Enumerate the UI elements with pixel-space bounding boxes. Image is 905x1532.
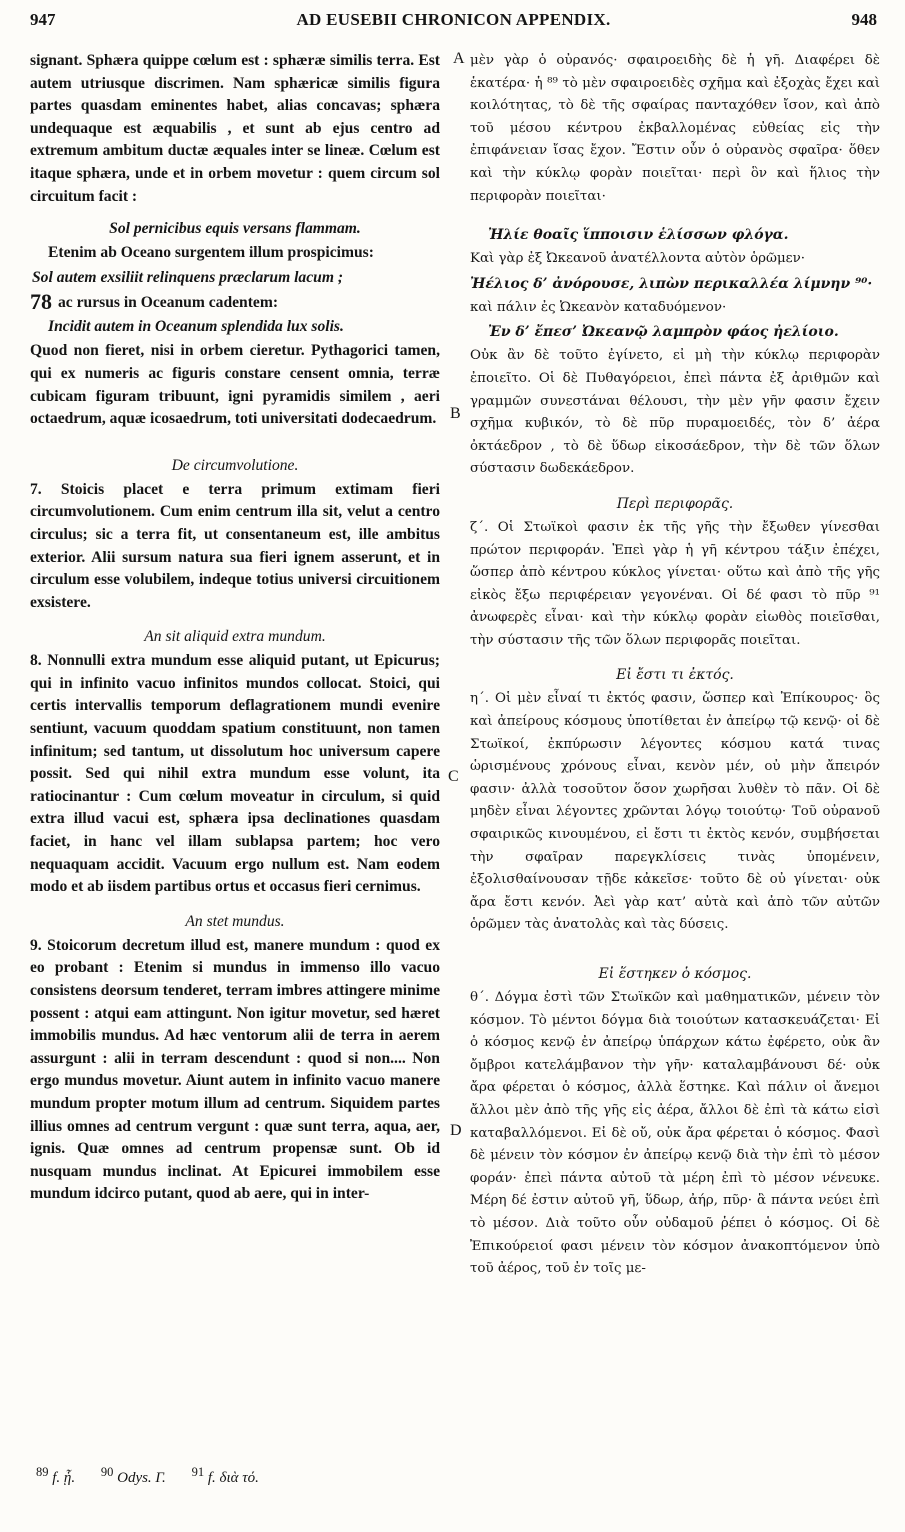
latin-paragraph: Quod non fieret, nisi in orbem cieretur. Pythagorici tamen, qui ex numeris ac figuris constare censent omnia, terræ cubicam figuram tribuunt, igni pyramidis similem , aeri octaedrum, aquæ icosaedrum, toti universitati dodecaedrum.	[30, 342, 440, 428]
section-heading: De circumvolutione.	[171, 456, 299, 474]
greek-verse: Ἠλίε θοαῖς ἵπποισιν ἑλίσσων φλόγα.	[488, 227, 789, 244]
latin-paragraph: ac rursus in Oceanum cadentem:	[58, 293, 279, 311]
latin-paragraph: 7. Stoicis placet e terra primum extimam fieri circumvolutionem. Cum enim centrum illa sit, velut a centro circulus; sic a terra fit, ut consentaneum est, ille ambitus exterior. Alii sursum natura sua fieri ignem asserunt, et in circulum esse volubilem, indeque totius universi circuitionem exsistere.	[30, 480, 440, 611]
section-heading: Εἰ ἔστι τι ἐκτός.	[616, 667, 734, 684]
greek-paragraph: καὶ πάλιν ἐς Ὠκεανὸν καταδυόμενον·	[470, 299, 727, 315]
margin-letter-b: B	[450, 405, 461, 422]
footnotes	[36, 1465, 281, 1487]
latin-column	[30, 50, 440, 1206]
greek-verse: Ἠέλιος δ’ ἀνόρουσε, λιπὼν περικαλλέα λίμνην ⁹⁰·	[470, 275, 873, 292]
greek-paragraph: μὲν γὰρ ὁ οὐρανός· σφαιροειδὴς δὲ ἡ γῆ. Διαφέρει δὲ ἑκατέρα· ἡ ⁸⁹ τὸ μὲν σφαιροειδὲς σχῆμα καὶ ἐξοχὰς ἔχει καὶ κοιλότητας, τὸ δὲ τῆς σφαίρας πανταχόθεν ἴσον, καὶ ἀπὸ τοῦ μέσου κέντρου ἐκβαλλομένας εὐθείας εἰς τὴν ἐπιφάνειαν ἴσας ἔχον. Ἔστιν οὖν ὁ οὐρανὸς σφαῖρα· ὅθεν καὶ τὴν κύκλῳ φορὰν ποιεῖται· περὶ ὃν καὶ ἥλιος τὴν περιφορὰν ποιεῖται·	[470, 53, 880, 204]
margin-letter-d: D	[450, 1122, 462, 1139]
footnote: $^{91}$ f. διὰ τό.	[191, 1465, 259, 1486]
footnote: $^{89}$ f. ᾗ.	[36, 1465, 76, 1486]
latin-verse: Incidit autem in Oceanum splendida lux solis.	[48, 318, 344, 336]
column-number: 78	[30, 288, 52, 314]
section-heading: Εἰ ἕστηκεν ὁ κόσμος.	[598, 966, 752, 982]
latin-paragraph: signant. Sphæra quippe cœlum est : sphæræ similis terra. Est autem utriusque discrimen. Nam sphæricæ similis figura partes quasdam eminentes habet, alias concavas; sphæra undequaque est æquabilis , et sunt ab ejus centro ad extremum ambitum ductæ æquales inter se lineæ. Cœlum est itaque sphæra, unde et in orbem movetur : quem circum sol circuitum facit :	[30, 52, 440, 205]
footnote: $^{90}$ Odys. Γ.	[100, 1465, 166, 1486]
section-heading: An stet mundus.	[185, 912, 285, 930]
margin-letter-c: C	[448, 768, 459, 785]
running-header	[30, 10, 877, 32]
page-number-right: 948	[851, 10, 877, 29]
page-number-left: 947	[30, 10, 56, 29]
margin-letter-a: A	[453, 50, 465, 67]
greek-paragraph: Οὐκ ἂν δὲ τοῦτο ἐγίνετο, εἰ μὴ τὴν κύκλῳ περιφορὰν ἐποιεῖτο. Οἱ δὲ Πυθαγόρειοι, ἐπεὶ πάντα ἐξ ἀριθμῶν καὶ γραμμῶν συνεστάναι θέλουσι, τὴν μὲν γῆν φασιν ἔχειν σχῆμα κυβικόν, τὸ δὲ πῦρ πυραμοειδές, τὸν δ’ ἀέρα ὀκτάεδρον , τὸ δὲ ὕδωρ εἰκοσάεδρον, τὴν δὲ τῶν ὅλων σύστασιν δωδεκάεδρον.	[470, 348, 880, 477]
latin-paragraph: 8. Nonnulli extra mundum esse aliquid putant, ut Epicurus; qui in infinito vacuo infinitos mundos collocat. Stoici, qui certis intervallis temporum deflagrationem mundi evenire sentiunt, vacuum quoddam spatium constituunt, non tamen infinitum; sed tantum, ut dissolutum hoc universum capere possit. Sed qui nihil extra mundum esse volunt, ita ratiocinantur : Cum cœlum moveatur in circulum, si quid extra illud vacui est, sphæra ipsa declinationes quasdam faciet, in hanc vel illam sublapsa partem; hoc vero nequaquam accidit. Vacuum ergo nullum est. Nam eodem modo et ab iisdem partibus ortus et occasus fieri cernimus.	[30, 652, 440, 896]
greek-paragraph: Καὶ γὰρ ἐξ Ὠκεανοῦ ἀνατέλλοντα αὐτὸν ὁρῶμεν·	[470, 251, 805, 267]
section-heading: Περὶ περιφορᾶς.	[616, 495, 734, 512]
latin-verse: Sol autem exsiliit relinquens præclarum lacum ;	[32, 268, 344, 286]
latin-paragraph: Etenim ab Oceano surgentem illum prospicimus:	[48, 244, 374, 262]
greek-paragraph: ζ΄. Οἱ Στωϊκοὶ φασιν ἐκ τῆς γῆς τὴν ἔξωθεν γίνεσθαι πρώτον περιφοράν. Ἐπεὶ γὰρ ἡ γῆ κέντρου τάξιν ἐπέχει, ὥσπερ ἀπὸ κέντρου κύκλος γίνεται· οὕτω καὶ ἀπὸ τῆς γῆς εἰκὸς ἔξω περιφέρειαν γεγονέναι. Οἱ δέ φασι τὸ πῦρ ⁹¹ ἀνωφερὲς εἶναι· καὶ τὴν κύκλῳ φορὰν εἰωθὸς ποιεῖσθαι, τὴν σύστασιν τῆς τῶν ὅλων περιφορᾶς ποιεῖται.	[470, 519, 880, 648]
running-title: AD EUSEBII CHRONICON APPENDIX.	[296, 10, 611, 29]
greek-column	[470, 50, 880, 1281]
section-heading: An sit aliquid extra mundum.	[144, 628, 326, 646]
latin-paragraph: 9. Stoicorum decretum illud est, manere mundum : quod ex eo probant : Etenim si mundus in immenso illo vacuo consistens deorsum tenderet, terram imbres attingere minime possent : atqui eam attingunt. Non igitur movetur, sed hæret immobilis mundus. Ad hæc ventorum alii de terra in aerem assurgunt : alii in terram descendunt : quod si non.... Non ergo mundus movetur. Aiunt autem in infinito vacuo manere mundum propter motum illum ad centrum. Siquidem partes illius omnes ad centrum vergunt : quæ sunt terra, aqua, aer, ignis. Quæ omnes ad centrum propensæ sunt. Ob id nusquam mundus inclinat. At Epicurei immobilem esse mundum idcirco putant, quod ab aere, qui in inter-	[30, 936, 440, 1203]
greek-paragraph: θ΄. Δόγμα ἐστὶ τῶν Στωϊκῶν καὶ μαθηματικῶν, μένειν τὸν κόσμον. Τὸ μέντοι δόγμα διὰ τοιούτων κατασκευάζεται· Εἰ ὁ κόσμος κενῷ ἐν ἀπείρῳ ὑπάρχων κάτω ἐφέρετο, οὐκ ἂν ὄμβροι κατελάμβανον τὴν γῆν· καταλαμβάνουσι δέ· οὐκ ἄρα φέρεται ὁ κόσμος, ἀλλὰ ἕστηκε. Καὶ πάλιν οἱ ἄνεμοι ἄλλοι μὲν ἀπὸ τῆς γῆς εἰς ἀέρα, ἄλλοι δὲ ἐπὶ τὰ κάτω εἰσὶ καταβαλλόμενοι. Εἰ δὲ οὔ, οὐκ ἄρα φέρεται ὁ κόσμος. Φασὶ δὲ μένειν τὸν κόσμον ἐν ἀπείρῳ κενῷ διὰ τὴν ἐπὶ τὸ μέσον φοράν· ἐπεὶ πάντα αὐτοῦ τὰ μέρη ἐπὶ τὸ μέσον νένευκε. Μέρη δέ ἐστιν αὐτοῦ γῆ, ὕδωρ, ἀήρ, πῦρ· ἃ πάντα νεύει ἐπὶ τὸ μέσον. Διὰ τοῦτο οὖν οὐδαμοῦ ῥέπει ὁ κόσμος. Οἱ δὲ Ἐπικούρειοί φασι μένειν τὸν κόσμον ἀνακοπτόμενον ὑπὸ τοῦ ἀέρος, τοῦ ἐν τοῖς με-	[470, 990, 880, 1277]
latin-verse: Sol pernicibus equis versans flammam.	[109, 220, 361, 238]
greek-verse: Ἐν δ’ ἔπεσ’ Ὠκεανῷ λαμπρὸν φάος ἠελίοιο.	[488, 324, 839, 341]
greek-paragraph: η΄. Οἱ μὲν εἶναί τι ἐκτός φασιν, ὥσπερ καὶ Ἐπίκουρος· ὃς καὶ ἀπείρους κόσμους ὑποτίθεται ἐν ἀπείρῳ τῷ κενῷ· οἱ δὲ Στωϊκοί, ἐκπύρωσιν λέγοντες κόσμου κατά τινας ὡρισμένους χρόνους εἶναι, κενὸν μέν, οὐ μὴν ἄπειρόν φασιν· ἀλλὰ τοσοῦτον ὅσον χωρῆσαι λυθὲν τὸ πᾶν. Οἱ δὲ μηδὲν εἶναι λέγοντες χρῶνται λόγῳ τοιούτῳ· Τοῦ οὐρανοῦ σφαιρικῶς κινουμένου, εἰ ἔστι τι ἐκτὸς κενόν, συμβήσεται τὴν σφαῖραν παρεγκλίσεις τινὰς ὑπομένειν, ἐξολισθαίνουσαν τῇδε κἀκεῖσε· τοῦτο δὲ οὐ γίνεται· οὐκ ἄρα ἔστι κενόν. Ἀεὶ γὰρ κατ’ αὐτὰ καὶ ἀπὸ τῶν αὐτῶν ὁρῶμεν τὰς ἀνατολὰς καὶ τὰς δύσεις.	[470, 691, 880, 933]
